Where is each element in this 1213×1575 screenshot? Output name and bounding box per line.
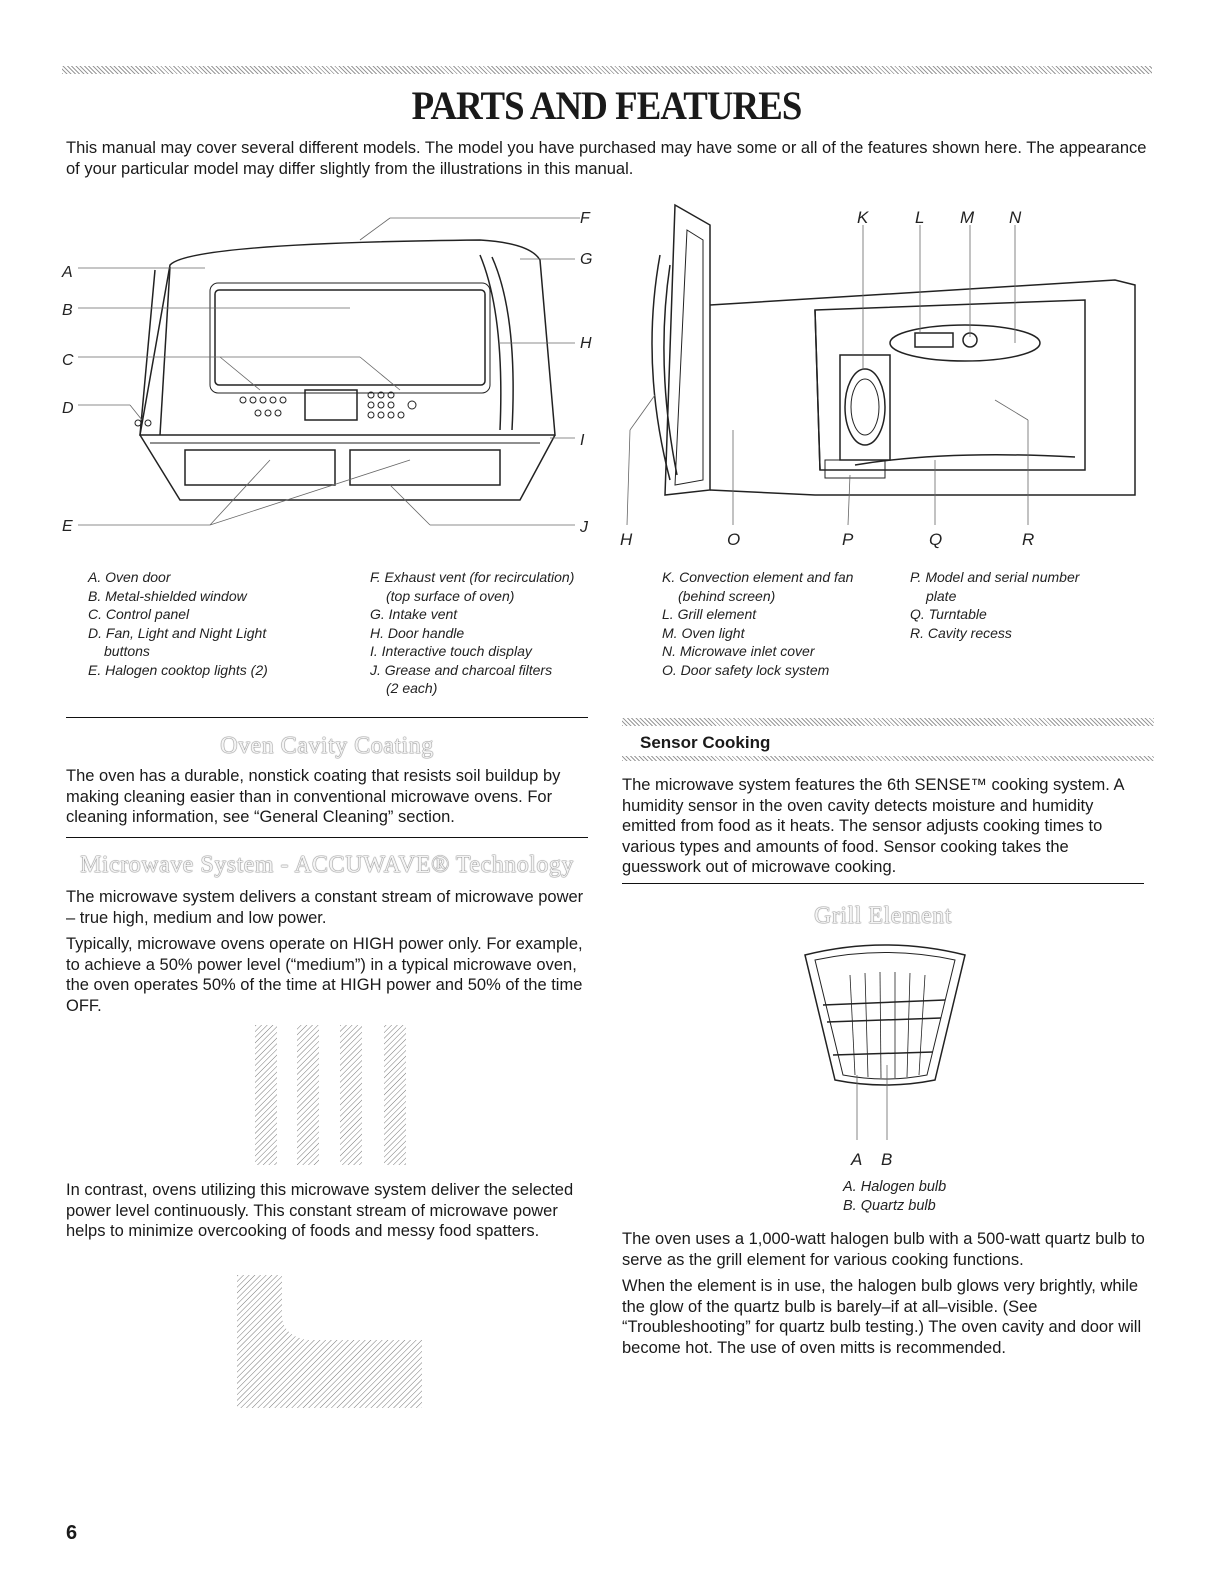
legend-item: K. Convection element and fan (662, 569, 854, 585)
legend-item: plate (926, 587, 957, 604)
legend-item: R. Cavity recess (910, 624, 1012, 641)
sensor-cooking-title: Sensor Cooking (640, 733, 771, 752)
legend-item: D. Fan, Light and Night Light (88, 624, 267, 641)
legend-item: (top surface of oven) (386, 587, 515, 604)
page-number: 6 (66, 1522, 78, 1544)
callout-E: E (62, 518, 73, 535)
microwave-system-p1: The microwave system delivers a constant stream of microwave power – true high, medium and low power. (66, 888, 584, 927)
legend-item: C. Control panel (88, 606, 190, 622)
legend-item: F. Exhaust vent (for recirculation) (370, 569, 575, 585)
callout-O: O (727, 530, 741, 549)
section-rule (66, 717, 588, 718)
legend-left-col1 (88, 568, 268, 679)
grill-element-illustration (795, 940, 975, 1170)
microwave-interior-illustration (615, 195, 1150, 550)
legend-item: G. Intake vent (370, 606, 458, 622)
callout-F: F (580, 210, 590, 227)
continuous-power-illustration (232, 1275, 427, 1410)
legend-item: E. Halogen cooktop lights (2) (88, 661, 268, 678)
grill-legend (843, 1178, 946, 1215)
legend-item: H. Door handle (370, 624, 465, 641)
legend-item: B. Metal-shielded window (88, 587, 247, 604)
grill-callout-B: B (881, 1150, 893, 1169)
microwave-system-title: Microwave System - ACCUWAVE® Technology (80, 852, 574, 878)
callout-A: A (62, 264, 73, 281)
legend-item: Q. Turntable (910, 606, 987, 622)
callout-B: B (62, 302, 73, 319)
legend-item: J. Grease and charcoal filters (370, 661, 553, 678)
legend-item: I. Interactive touch display (370, 643, 532, 659)
legend-item: A. Halogen bulb (843, 1179, 947, 1195)
legend-item: (behind screen) (678, 587, 776, 604)
grill-element-p1: The oven uses a 1,000-watt halogen bulb with a 500-watt quartz bulb to serve as the grill element for various cooking functions. (622, 1230, 1145, 1269)
callout-C: C (62, 352, 74, 369)
legend-item: L. Grill element (662, 606, 757, 622)
section-rule (622, 883, 1144, 884)
microwave-system-p3: In contrast, ovens utilizing this microwave system deliver the selected power level continuously. This constant stream of microwave power helps to minimize overcooking of foods and messy food spatters. (66, 1181, 574, 1240)
callout-L: L (915, 208, 925, 227)
microwave-system-text (66, 887, 591, 1022)
callout-H-right: H (620, 530, 633, 549)
grill-element-text (622, 1229, 1147, 1364)
grill-callout-A: A (851, 1150, 863, 1169)
intro-paragraph: This manual may cover several different models. The model you have purchased may have some or all of the features shown here. The appearance of your particular model may differ slightly from the illustrations in this manual. (66, 139, 1147, 178)
legend-item: O. Door safety lock system (662, 661, 830, 678)
callout-M: M (960, 208, 975, 227)
legend-item: buttons (104, 643, 150, 659)
legend-left-col2 (370, 568, 574, 698)
callout-R: R (1022, 530, 1035, 549)
legend-item: N. Microwave inlet cover (662, 643, 815, 659)
callout-H: H (580, 335, 592, 352)
legend-item: M. Oven light (662, 624, 745, 641)
legend-item: B. Quartz bulb (843, 1197, 936, 1214)
callout-I: I (580, 432, 585, 449)
callout-G: G (580, 251, 593, 268)
oven-cavity-text: The oven has a durable, nonstick coating that resists soil buildup by making cleaning easier than in conventional microwave ovens. For cleaning information, see “General Cleaning” section. (66, 767, 561, 826)
microwave-front-illustration (60, 195, 620, 550)
legend-right-col2 (910, 568, 1079, 642)
sensor-cooking-text: The microwave system features the 6th SENSE™ cooking system. A humidity sensor in the oven cavity detects moisture and humidity emitted from food as it heats. The sensor adjusts cooking times to various types and amounts of food. Sensor cooking takes the guesswork out of microwave cooking. (622, 776, 1124, 876)
legend-item: P. Model and serial number (910, 569, 1080, 585)
legend-item: A. Oven door (88, 569, 171, 585)
sensor-bottom-bar (622, 756, 1154, 761)
callout-D: D (62, 400, 74, 417)
sensor-top-bar (622, 718, 1154, 726)
callout-N: N (1009, 208, 1022, 227)
section-rule (66, 837, 588, 838)
oven-cavity-title: Oven Cavity Coating (220, 733, 434, 759)
pulsed-power-illustration (250, 1025, 430, 1170)
microwave-system-p2: Typically, microwave ovens operate on HIGH power only. For example, to achieve a 50% power level (“medium”) in a typical microwave oven, the oven operates 50% of the time at HIGH power and 50% of the time OFF. (66, 935, 583, 1015)
page-title: PARTS AND FEATURES (411, 83, 802, 128)
callout-J: J (580, 519, 588, 536)
grill-element-title: Grill Element (814, 903, 952, 929)
callout-K: K (857, 208, 869, 227)
legend-right-col1 (662, 568, 853, 679)
callout-P: P (842, 530, 854, 549)
callout-Q: Q (929, 530, 943, 549)
legend-item: (2 each) (386, 680, 438, 696)
grill-element-p2: When the element is in use, the halogen bulb glows very brightly, while the glow of the quartz bulb is barely–if at all–visible. (See “Troubleshooting” for quartz bulb testing.) The oven cavity and door will become hot. The use of oven mitts is recommended. (622, 1277, 1142, 1357)
top-decorative-bar (62, 66, 1152, 74)
